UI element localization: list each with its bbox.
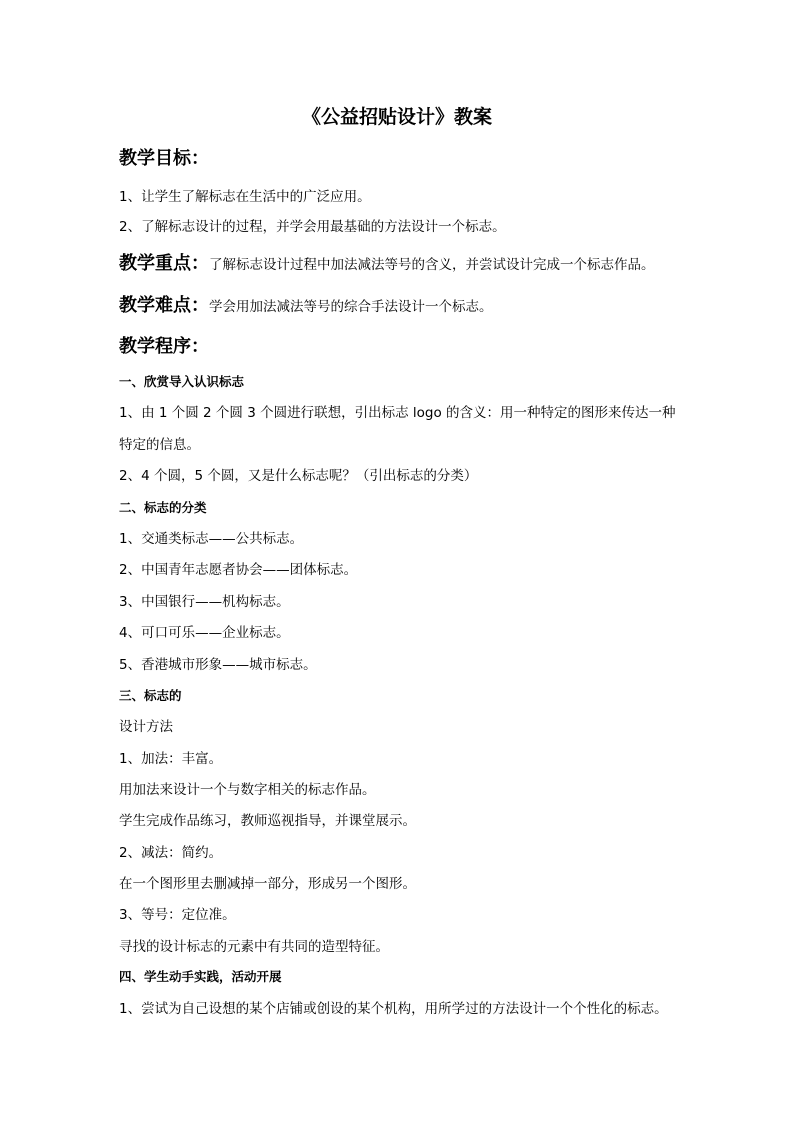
section1-line-2: 2、4 个圆，5 个圆，又是什么标志呢？（引出标志的分类） <box>119 468 478 484</box>
difficulty-heading: 教学难点： <box>119 295 209 316</box>
section2-item-3: 3、中国银行——机构标志。 <box>119 594 290 610</box>
document-title: 《公益招贴设计》教案 <box>301 106 492 128</box>
section3-line-5: 在一个图形里去删减掉一部分，形成另一个图形。 <box>119 876 416 892</box>
goal-item-2: 2、了解标志设计的过程，并学会用最基础的方法设计一个标志。 <box>119 219 506 235</box>
section3-subheading: 设计方法 <box>119 719 173 735</box>
section1-line-1a: 1、由 1 个圆 2 个圆 3 个圆进行联想，引出标志 logo 的含义：用一种特定的图形来传达一种 <box>119 405 676 421</box>
section3-line-3: 学生完成作品练习，教师巡视指导，并课堂展示。 <box>119 813 416 829</box>
section2-item-1: 1、交通类标志——公共标志。 <box>119 531 304 547</box>
section4-heading: 四、学生动手实践，活动开展 <box>119 969 282 984</box>
section1-heading: 一、欣赏导入认识标志 <box>119 374 245 389</box>
key-point-heading: 教学重点： <box>119 253 209 274</box>
procedure-heading: 教学程序： <box>119 336 209 357</box>
section3-line-2: 用加法来设计一个与数字相关的标志作品。 <box>119 782 376 798</box>
section2-item-2: 2、中国青年志愿者协会——团体标志。 <box>119 562 358 578</box>
section1-line-1b: 特定的信息。 <box>119 437 200 453</box>
section4-line-1: 1、尝试为自己设想的某个店铺或创设的某个机构，用所学过的方法设计一个个性化的标志。 <box>119 1001 668 1017</box>
difficulty-text: 学会用加法减法等号的综合手法设计一个标志。 <box>209 299 493 315</box>
section2-item-5: 5、香港城市形象——城市标志。 <box>119 657 317 673</box>
difficulty-line <box>119 293 493 320</box>
section3-line-7: 寻找的设计标志的元素中有共同的造型特征。 <box>119 939 389 955</box>
section2-item-4: 4、可口可乐——企业标志。 <box>119 625 290 641</box>
section3-heading: 三、标志的 <box>119 688 182 703</box>
section3-line-4: 2、减法：简约。 <box>119 845 223 861</box>
key-point-line <box>119 251 655 278</box>
key-point-text: 了解标志设计过程中加法减法等号的含义，并尝试设计完成一个标志作品。 <box>209 257 655 273</box>
goal-item-1: 1、让学生了解标志在生活中的广泛应用。 <box>119 189 371 205</box>
section2-heading: 二、标志的分类 <box>119 500 207 515</box>
goal-heading: 教学目标： <box>119 148 209 169</box>
section3-line-6: 3、等号：定位准。 <box>119 907 236 923</box>
section3-line-1: 1、加法：丰富。 <box>119 751 223 767</box>
